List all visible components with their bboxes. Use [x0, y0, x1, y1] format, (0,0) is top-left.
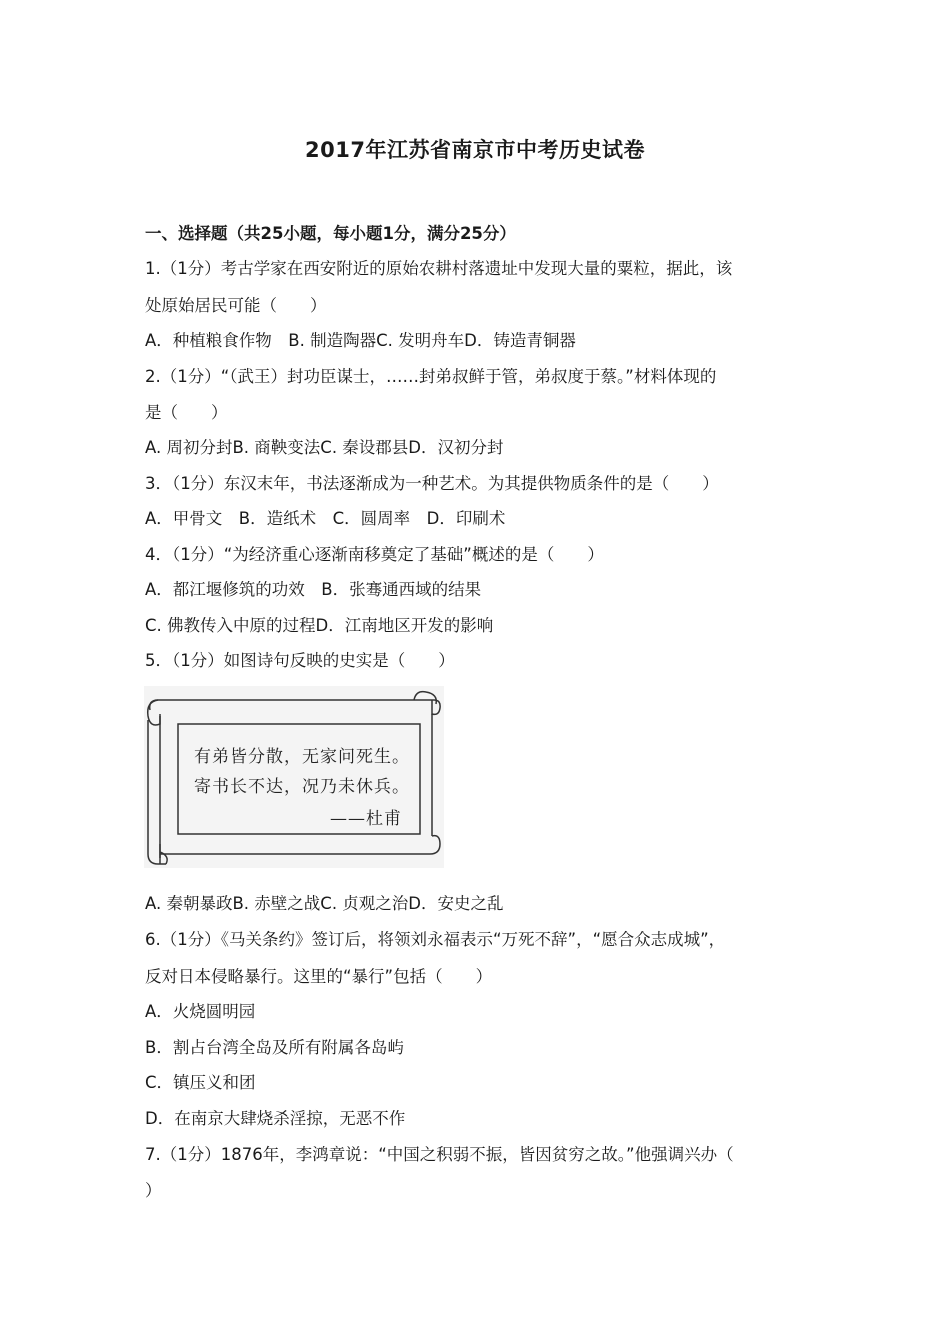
question-3-text: 3．（1分）东汉末年，书法逐渐成为一种艺术。为其提供物质条件的是（ ） — [145, 474, 719, 493]
question-6-option-c: C．镇压义和团 — [145, 1073, 256, 1092]
question-6-option-d: D．在南京大肆烧杀淫掠，无恶不作 — [145, 1109, 406, 1128]
question-4-text: 4．（1分）“为经济重心逐渐南移奠定了基础”概述的是（ ） — [145, 545, 604, 564]
question-6-option-a: A．火烧圆明园 — [145, 1002, 256, 1021]
question-6-text: 6.（1分）《马关条约》签订后，将领刘永福表示“万死不辞”，“愿合众志成城”， — [145, 930, 726, 949]
section-heading: 一、选择题（共25小题，每小题1分，满分25分） — [145, 224, 516, 243]
question-4-options-cd: C. 佛教传入中原的过程D．江南地区开发的影响 — [145, 616, 494, 635]
question-3-options: A．甲骨文 B．造纸术 C．圆周率 D．印刷术 — [145, 509, 506, 528]
question-2-options: A. 周初分封B. 商鞅变法C. 秦设郡县D．汉初分封 — [145, 438, 504, 457]
poem-line-1: 有弟皆分散，无家问死生。 — [194, 747, 410, 767]
question-2-text: 2.（1分）“（武王）封功臣谋士，……封弟叔鲜于管，弟叔度于蔡。”材料体现的 — [145, 367, 717, 386]
question-5-text: 5．（1分）如图诗句反映的史实是（ ） — [145, 651, 455, 670]
question-7-text-cont: ） — [145, 1181, 162, 1200]
poem-scroll-figure — [144, 686, 444, 868]
poem-author: ——杜甫 — [330, 809, 402, 829]
poem-line-2: 寄书长不达，况乃未休兵。 — [194, 777, 410, 797]
question-2-text-cont: 是（ ） — [145, 403, 228, 422]
question-7-text: 7.（1分）1876年，李鸿章说：“中国之积弱不振，皆因贫穷之故。”他强调兴办（ — [145, 1145, 734, 1164]
question-6-option-b: B．割占台湾全岛及所有附属各岛屿 — [145, 1038, 404, 1057]
question-1-text-cont: 处原始居民可能（ ） — [145, 296, 327, 315]
exam-title: 2017年江苏省南京市中考历史试卷 — [305, 138, 645, 162]
question-4-options-ab: A．都江堰修筑的功效 B．张骞通西域的结果 — [145, 580, 482, 599]
question-6-text-cont: 反对日本侵略暴行。这里的“暴行”包括（ ） — [145, 967, 493, 986]
question-1-options: A．种植粮食作物 B. 制造陶器C. 发明舟车D．铸造青铜器 — [145, 331, 576, 350]
question-1-text: 1.（1分）考古学家在西安附近的原始农耕村落遗址中发现大量的粟粒，据此，该 — [145, 259, 733, 278]
question-5-options: A. 秦朝暴政B. 赤壁之战C. 贞观之治D．安史之乱 — [145, 894, 504, 913]
